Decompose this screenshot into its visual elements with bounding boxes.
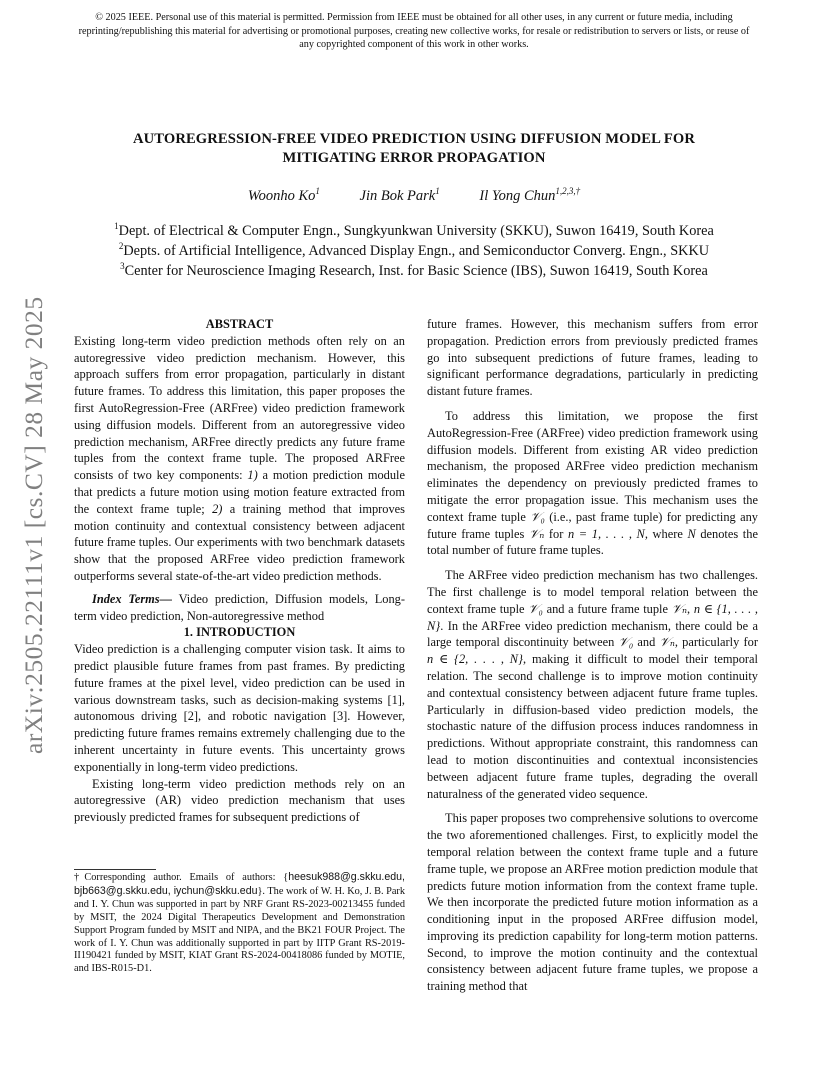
title-line-1: AUTOREGRESSION-FREE VIDEO PREDICTION USING DIFFUSION MODEL FOR <box>133 131 695 147</box>
affiliation-3: $^3$Center for Neuroscience Imaging Research, Inst. for Basic Science (IBS), Suwon 16419, South Korea <box>120 261 708 280</box>
left-column <box>74 316 405 826</box>
abstract-heading: ABSTRACT <box>205 317 274 331</box>
affiliations <box>60 221 768 282</box>
index-terms: Index Terms— Video prediction, Diffusion models, Long-term video prediction, Non-autoregressive method <box>74 591 406 623</box>
right-paragraph-2: To address this limitation, we propose the first AutoRegression-Free (ARFree) video prediction framework using diffusion models. Different from existing AR video prediction mechanism, the proposed ARFree video prediction mechanism eliminates the dependency on previously predicted frames to mitigate the error propagation issue. This mechanism uses the context frame tuple 𝒱₀ (i.e., past frame tuple) for predicting any future frame tuples 𝒱ₙ for n = 1, . . . , N, where N denotes the total number of future frame tuples. <box>427 408 758 558</box>
footnote-rule <box>74 869 156 870</box>
title-line-2: MITIGATING ERROR PROPAGATION <box>282 149 546 166</box>
intro-paragraph-1: Video prediction is a challenging computer vision task. It aims to predict plausible future frames from past frames. By predicting future frames at the pixel level, video prediction can be used in various downstream tasks, such as decision-making systems [1], autonomous driving [2], and robotic navigation [3]. However, predicting future frames remains extremely challenging due to the inherent uncertainty in future events. This uncertainty grows exponentially in long-term video predictions. <box>74 642 405 774</box>
affiliation-2: $^2$Depts. of Artificial Intelligence, Advanced Display Engn., and Semiconductor Converg. Engn., SKKU <box>118 241 710 260</box>
right-paragraph-4: This paper proposes two comprehensive solutions to overcome the two aforementioned challenges. First, to explicitly model the temporal relation between the context frame tuple and a future frame tuple, we propose an ARFree motion prediction module that predicts future motion information from the context frame tuple. We then incorporate the predicted future motion information as a conditioning input in the proposed ARFree diffusion model, improving its prediction capability for long-term motion patterns. Second, to improve the motion continuity and the contextual consistency between adjacent future frame tuples, we propose a training method that <box>427 811 758 994</box>
intro-paragraph-2: Existing long-term video prediction methods rely on an autoregressive (AR) video prediction mechanism that uses previously predicted frames for subsequent predictions of <box>74 776 405 825</box>
footnote: †Corresponding author. Emails of authors: {heesuk988@g.skku.edu, bjb663@g.skku.edu, iychun@skku.edu}. The work of W. H. Ko, J. B. Park and I. Y. Chun was supported in part by NRF Grant RS-2023-00213455 funded by MSIT, the 2024 Digital Therapeutics Development and Demonstration Support Program funded by MSIT and NIPA, and the BK21 FOUR Project. The work of I. Y. Chun was additionally supported in part by IITP Grant RS-2019-II190421 funded by MSIT, KIAT Grant RS-2024-00418086 funded by MOTIE, and IBS-R015-D1. <box>74 871 406 975</box>
affiliation-1: $^1$Dept. of Electrical & Computer Engn., Sungkyunkwan University (SKKU), Suwon 16419, South Korea <box>114 221 714 239</box>
paper-title <box>60 130 768 167</box>
author-3: Il Yong Chun$^{1,2,3,\dagger}$ <box>479 186 581 204</box>
author-list <box>0 188 828 205</box>
author-1: Woonho Ko$^1$ <box>247 186 320 204</box>
right-column <box>427 316 758 995</box>
introduction-heading: 1. INTRODUCTION <box>183 625 296 640</box>
arxiv-stamp: arXiv:2505.22111v1 [cs.CV] 28 May 2025 <box>19 296 48 754</box>
copyright-notice: © 2025 IEEE. Personal use of this material is permitted. Permission from IEEE must be obtained for all other uses, in any current or future media, including reprinting/republishing this material for advertising or promotional purposes, creating new collective works, for resale or redistribution to servers or lists, or reuse of any copyrighted component of this work in other works. <box>78 12 750 51</box>
right-paragraph-1: future frames. However, this mechanism suffers from error propagation. Prediction errors from previously predicted frames go into subsequent predictions of future frames, leading to significant performance degradations, particularly in predicting distant future frames. <box>427 317 758 399</box>
author-2: Jin Bok Park$^1$ <box>359 186 440 204</box>
abstract-text: Existing long-term video prediction methods often rely on an autoregressive video prediction mechanism. However, this approach suffers from error propagation, particularly in distant future frames. To address this limitation, this paper proposes the first AutoRegression-Free (ARFree) video prediction framework using diffusion models. Different from an autoregressive video prediction mechanism, ARFree directly predicts any future frame tuples from the context frame tuple. The proposed ARFree consists of two key components: 1) a motion prediction module that predicts a future motion using motion feature extracted from the context frame tuple; 2) a training method that improves motion continuity and contextual consistency between adjacent future frame tuples. Our experiments with two benchmark datasets show that the proposed ARFree video prediction framework outperforms several state-of-the-art video prediction methods. <box>74 333 405 583</box>
author-emails: heesuk988@g.skku.edu, bjb663@g.skku.edu, iychun@skku.edu <box>74 871 405 897</box>
right-paragraph-3: The ARFree video prediction mechanism has two challenges. The first challenge is to model temporal relation between the context frame tuple 𝒱₀ and a future frame tuple 𝒱ₙ, n ∈ {1, . . . , N}. In the ARFree video prediction mechanism, there could be a large temporal discontinuity between 𝒱₀ and 𝒱ₙ, particularly for n ∈ {2, . . . , N}, making it difficult to model their temporal relation. The second challenge is to improve motion continuity and contextual consistency between adjacent future frame tuples. Particularly in diffusion-based video prediction models, the stochastic nature of the diffusion process induces randomness in predictions. Without appropriate constraint, this randomness can lead to motion discontinuities and contextual inconsistencies between adjacent future frame tuples, degrading the overall naturalness of the generated video sequence. <box>427 568 759 801</box>
